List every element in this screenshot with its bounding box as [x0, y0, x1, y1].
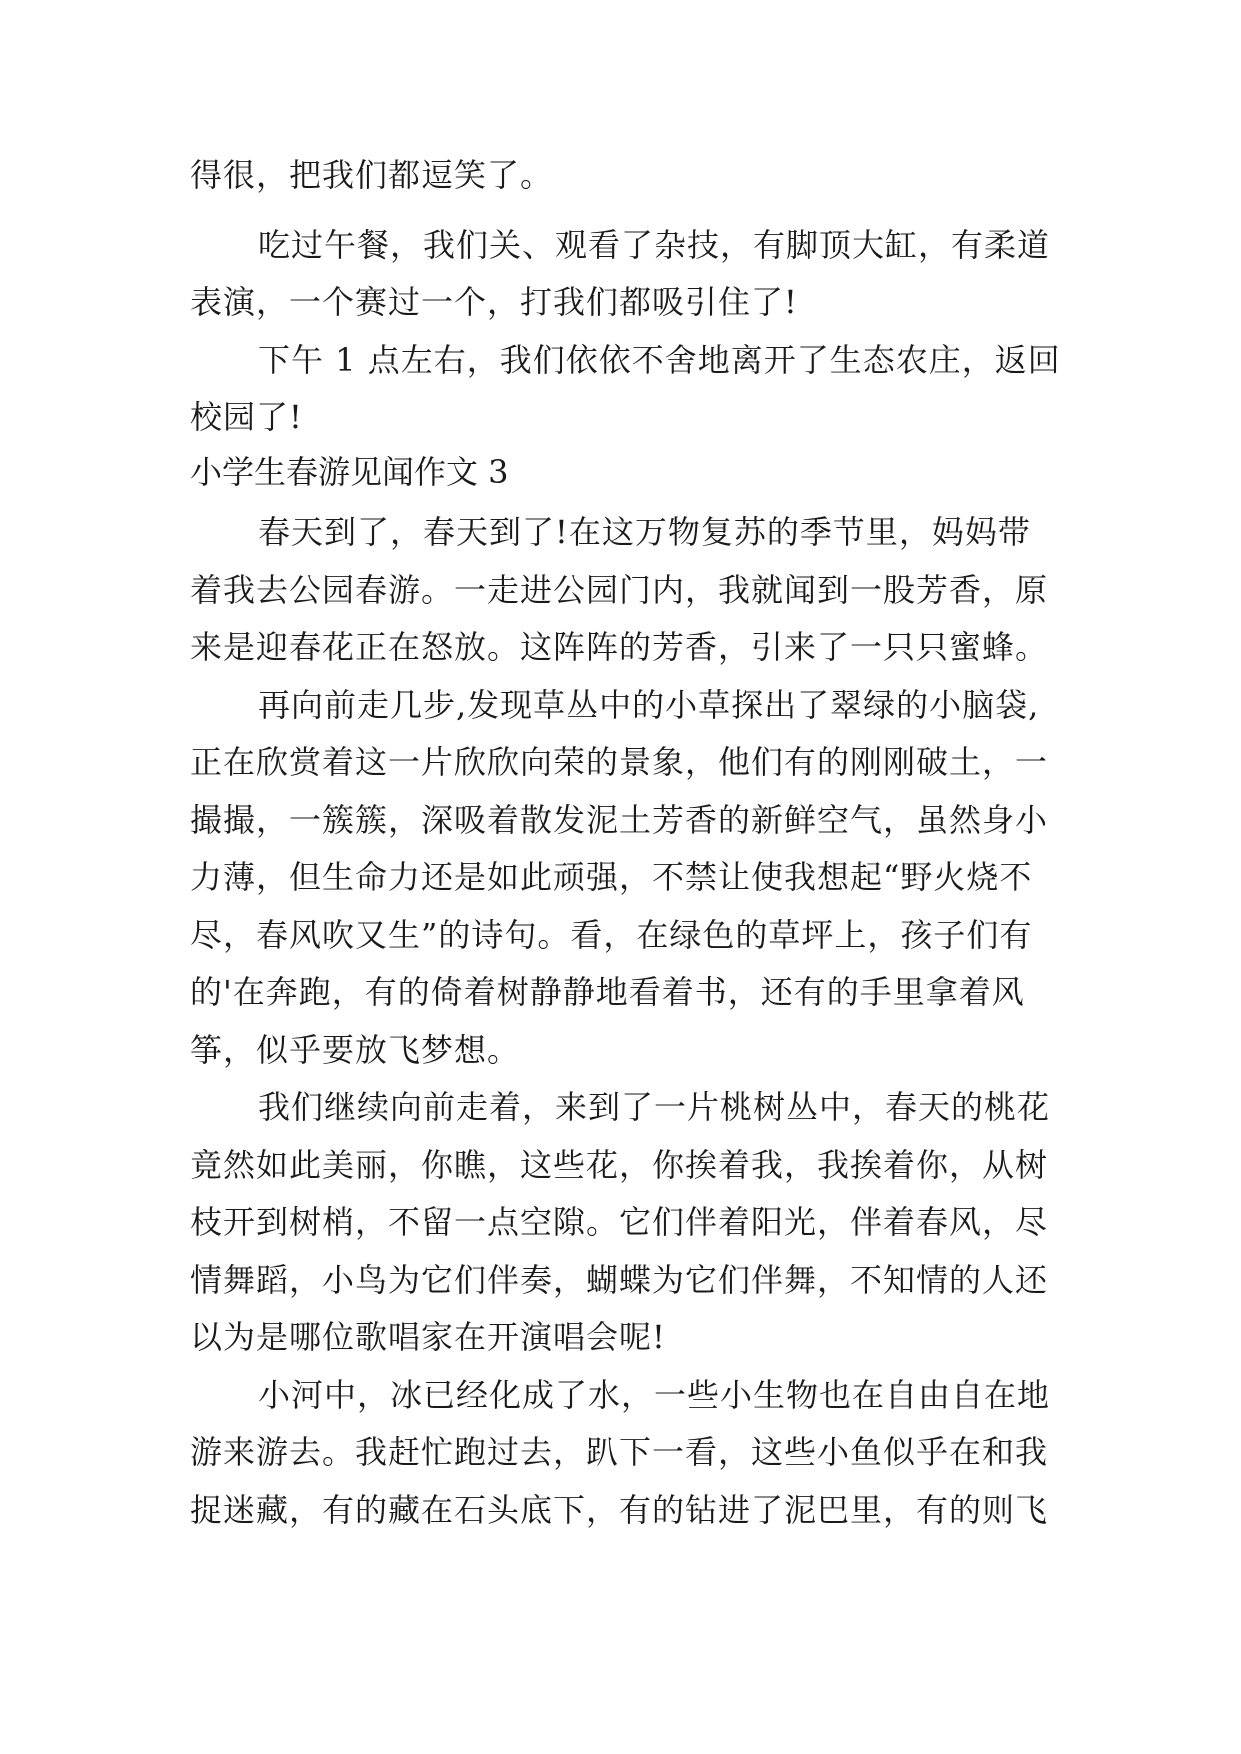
text-line: 枝开到树梢，不留一点空隙。它们伴着阳光，伴着春风，尽: [190, 1203, 1049, 1241]
text-line: 以为是哪位歌唱家在开演唱会呢!: [190, 1318, 666, 1356]
text-line: 来是迎春花正在怒放。这阵阵的芳香，引来了一只只蜜蜂。: [190, 628, 1049, 666]
text-line: 的'在奔跑，有的倚着树静静地看着书，还有的手里拿着风: [190, 973, 1025, 1011]
text-line: 筝，似乎要放飞梦想。: [190, 1031, 521, 1069]
text-line: 撮撮，一簇簇，深吸着散发泥土芳香的新鲜空气，虽然身小: [190, 801, 1049, 839]
text-line: 再向前走几步,发现草丛中的小草探出了翠绿的小脑袋,: [258, 686, 1040, 724]
text-line: 情舞蹈，小鸟为它们伴奏，蝴蝶为它们伴舞，不知情的人还: [190, 1261, 1049, 1299]
text-line: 校园了!: [190, 398, 303, 436]
text-line: 春天到了，春天到了!在这万物复苏的季节里，妈妈带: [258, 513, 1031, 551]
text-line: 得很，把我们都逗笑了。: [190, 156, 554, 194]
text-line: 着我去公园春游。一走进公园门内，我就闻到一股芳香，原: [190, 571, 1049, 609]
text-line: 尽，春风吹又生”的诗句。看，在绿色的草坪上，孩子们有: [190, 916, 1033, 954]
text-line: 下午 1 点左右，我们依依不舍地离开了生态农庄，返回: [258, 341, 1061, 379]
text-line: 我们继续向前走着，来到了一片桃树丛中，春天的桃花: [258, 1088, 1051, 1126]
text-line: 竟然如此美丽，你瞧，这些花，你挨着我，我挨着你，从树: [190, 1146, 1049, 1184]
text-line: 力薄，但生命力还是如此顽强，不禁让使我想起“野火烧不: [190, 858, 1033, 896]
text-line: 正在欣赏着这一片欣欣向荣的景象，他们有的刚刚破土，一: [190, 743, 1049, 781]
text-line: 游来游去。我赶忙跑过去，趴下一看，这些小鱼似乎在和我: [190, 1433, 1049, 1471]
section-heading: 小学生春游见闻作文 3: [190, 453, 509, 491]
text-line: 吃过午餐，我们关、观看了杂技，有脚顶大缸，有柔道: [258, 226, 1051, 264]
text-line: 小河中，冰已经化成了水，一些小生物也在自由自在地: [258, 1376, 1051, 1414]
text-line: 捉迷藏，有的藏在石头底下，有的钻进了泥巴里，有的则飞: [190, 1491, 1049, 1529]
text-line: 表演，一个赛过一个，打我们都吸引住了!: [190, 283, 798, 321]
